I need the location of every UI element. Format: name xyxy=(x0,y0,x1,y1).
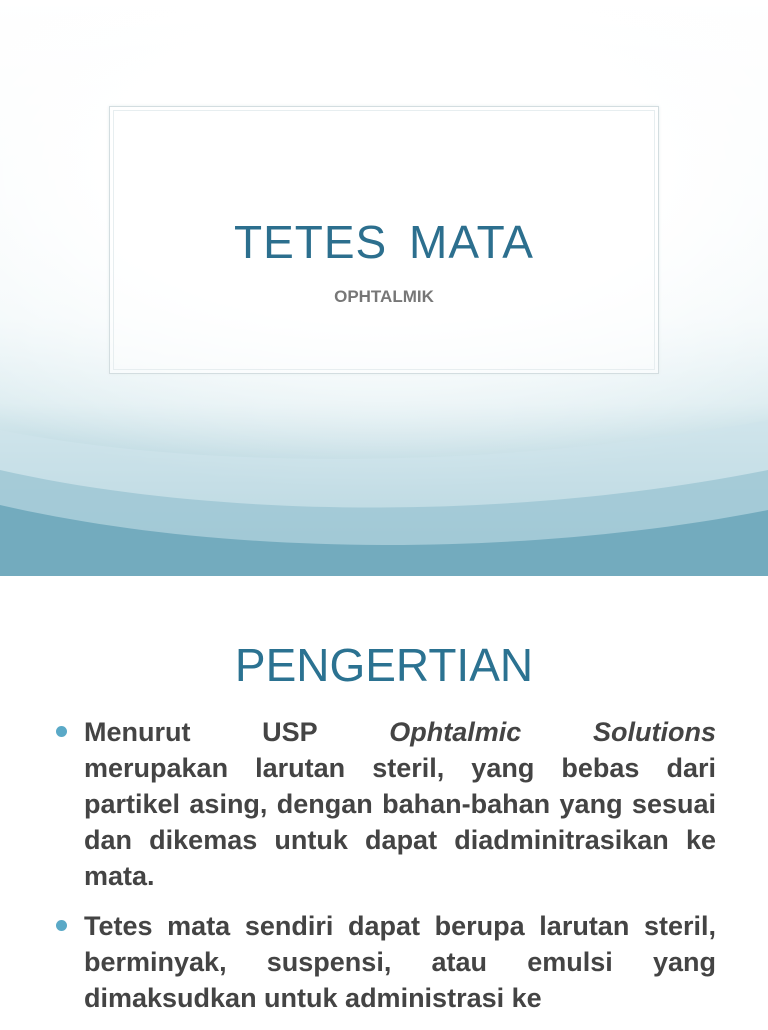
main-title: TETES MATA xyxy=(234,216,534,268)
content-slide xyxy=(0,576,768,1024)
bullet-item xyxy=(50,714,716,894)
bullet-word: USP xyxy=(262,717,318,747)
bullet-list xyxy=(50,714,716,1030)
bullet-first-line xyxy=(84,714,716,750)
bullet-item xyxy=(50,908,716,1016)
bullet-word-italic: Solutions xyxy=(592,717,716,747)
bullet-dot-icon xyxy=(56,726,67,737)
bullet-text: merupakan larutan steril, yang bebas dari partikel asing, dengan bahan-bahan yang sesuai dan dikemas untuk dapat diadminitrasikan ke mata. xyxy=(84,753,716,891)
slide-heading: PENGERTIAN xyxy=(234,639,534,691)
title-placeholder-box xyxy=(109,106,659,374)
bullet-word: Menurut xyxy=(84,717,191,747)
subtitle: OPHTALMIK xyxy=(334,287,434,306)
bullet-dot-icon xyxy=(56,920,67,931)
bullet-word-italic: Ophtalmic xyxy=(389,717,522,747)
bullet-text: Tetes mata sendiri dapat berupa larutan steril, berminyak, suspensi, atau emulsi yang dimaksudkan untuk administrasi ke xyxy=(84,911,716,1013)
